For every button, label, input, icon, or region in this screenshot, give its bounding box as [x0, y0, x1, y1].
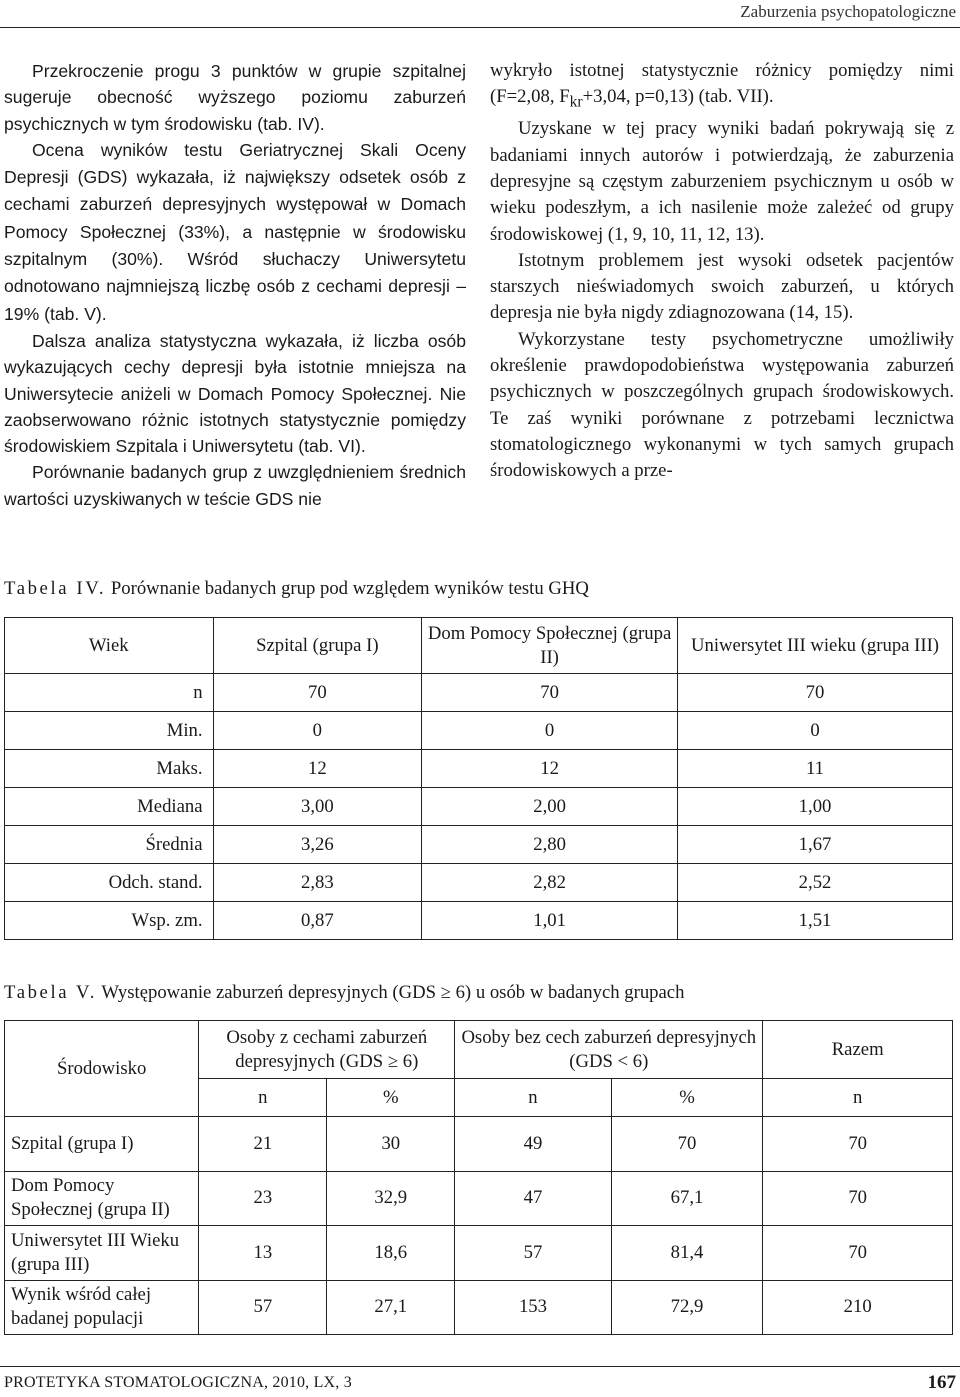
row-label: Odch. stand. — [5, 864, 214, 902]
caption-text: Występowanie zaburzeń depresyjnych (GDS ≥ 6) u osób w badanych grupach — [101, 982, 685, 1003]
text-span: +3,04, p=0,13) (tab. VII). — [582, 86, 774, 108]
table-row — [5, 674, 953, 712]
paragraph: Przekroczenie progu 3 punktów w grupie szpitalnej sugeruje obecność wyższego poziomu zaburzeń psychicznych w tym środowisku (tab. IV). — [4, 61, 466, 134]
table-cell: 0 — [422, 712, 678, 750]
paragraph: Uzyskane w tej pracy wyniki badań pokrywają się z badaniami innych autorów i potwierdzają, że zaburzenia depresyjne są częstym zaburzeniem psychicznym u osób w wieku podeszłym, a ich nasilenie może zależeć od grupy środowiskowej (1, 9, 10, 11, 12, 13). — [490, 118, 954, 245]
column-header: Środowisko — [5, 1021, 199, 1117]
column-header: Wiek — [5, 618, 214, 674]
row-label: Mediana — [5, 788, 214, 826]
table-cell: 0 — [678, 712, 953, 750]
table-cell: 1,00 — [678, 788, 953, 826]
table4 — [4, 617, 953, 940]
caption-label: Tabela V. — [4, 982, 98, 1003]
table-cell: 70 — [763, 1117, 953, 1172]
table-cell: 32,9 — [327, 1171, 455, 1226]
table-cell: 153 — [455, 1280, 611, 1335]
table-row — [5, 788, 953, 826]
running-header — [0, 0, 960, 28]
table-cell: 0,87 — [213, 902, 422, 940]
paragraph: Wykorzystane testy psychometryczne umożliwiły określenie prawdopodobieństwa występowania zaburzeń psychicznych w poszczególnych grupach środowiskowych. Te zaś wyniki porównane z potrzebami lecznictwa stomatologicznego wykonanymi w tych samych grupach środowiskowych a prze- — [490, 328, 954, 482]
column-header: Uniwersytet III wieku (grupa III) — [678, 618, 953, 674]
row-label: n — [5, 674, 214, 712]
table-cell: 70 — [422, 674, 678, 712]
table-row — [5, 826, 953, 864]
table-row — [5, 902, 953, 940]
table-row — [5, 1171, 953, 1226]
row-label: Maks. — [5, 750, 214, 788]
journal-name: PROTETYKA STOMATOLOGICZNA, 2010, LX, 3 — [4, 1374, 352, 1391]
table-cell: 18,6 — [327, 1226, 455, 1281]
column-subheader: n — [763, 1079, 953, 1117]
table-cell: 27,1 — [327, 1280, 455, 1335]
right-column — [490, 58, 954, 484]
page-footer — [0, 1366, 960, 1397]
page-number: 167 — [927, 1372, 956, 1393]
table-row — [5, 750, 953, 788]
column-subheader: % — [327, 1079, 455, 1117]
row-label: Średnia — [5, 826, 214, 864]
column-subheader: % — [611, 1079, 763, 1117]
text-span: wykryło istotnej statystycznie różnicy pomiędzy nimi (F=2,08, F — [490, 60, 954, 108]
table-cell: 2,83 — [213, 864, 422, 902]
table-cell: 210 — [763, 1280, 953, 1335]
table-cell: 57 — [199, 1280, 327, 1335]
table-row — [5, 1226, 953, 1281]
table-cell: 12 — [213, 750, 422, 788]
table-cell: 2,82 — [422, 864, 678, 902]
table-cell: 21 — [199, 1117, 327, 1172]
table-cell: 49 — [455, 1117, 611, 1172]
row-label: Wynik wśród całej badanej populacji — [5, 1280, 199, 1335]
table-row — [5, 1280, 953, 1335]
table-cell: 72,9 — [611, 1280, 763, 1335]
left-column — [4, 58, 466, 512]
table-row — [5, 1117, 953, 1172]
table-cell: 2,52 — [678, 864, 953, 902]
table-row — [5, 712, 953, 750]
column-header: Szpital (grupa I) — [213, 618, 422, 674]
paragraph: Porównanie badanych grup z uwzględnieniem średnich wartości uzyskiwanych w teście GDS nie — [4, 462, 466, 509]
paragraph — [4, 137, 466, 328]
table-cell: 12 — [422, 750, 678, 788]
paragraph: Istotnym problemem jest wysoki odsetek pacjentów starszych nieświadomych swoich zaburzeń, u których depresja nie była nigdy zdiagnozowana (14, 15). — [490, 249, 954, 324]
table5 — [4, 1020, 953, 1335]
table-cell: 81,4 — [611, 1226, 763, 1281]
table-cell: 70 — [763, 1171, 953, 1226]
table4-caption — [4, 578, 589, 600]
table-cell: 0 — [213, 712, 422, 750]
table-cell: 70 — [213, 674, 422, 712]
table-header-row — [5, 1021, 953, 1079]
table-cell: 13 — [199, 1226, 327, 1281]
table-row — [5, 864, 953, 902]
table-cell: 2,00 — [422, 788, 678, 826]
table-header-row — [5, 618, 953, 674]
table-cell: 1,67 — [678, 826, 953, 864]
row-label: Wsp. zm. — [5, 902, 214, 940]
running-title: Zaburzenia psychopatologiczne — [740, 2, 956, 21]
table-cell: 70 — [763, 1226, 953, 1281]
table-cell: 47 — [455, 1171, 611, 1226]
column-subheader: n — [199, 1079, 327, 1117]
row-label: Szpital (grupa I) — [5, 1117, 199, 1172]
table-cell: 1,51 — [678, 902, 953, 940]
table-cell: 30 — [327, 1117, 455, 1172]
paragraph — [490, 58, 954, 116]
table-cell: 70 — [678, 674, 953, 712]
table5-caption — [4, 982, 684, 1004]
row-label: Dom Pomocy Społecznej (grupa II) — [5, 1171, 199, 1226]
table-cell: 1,01 — [422, 902, 678, 940]
row-label: Min. — [5, 712, 214, 750]
table-cell: 23 — [199, 1171, 327, 1226]
column-subheader: n — [455, 1079, 611, 1117]
table-cell: 3,26 — [213, 826, 422, 864]
column-header: Razem — [763, 1021, 953, 1079]
row-label: Uniwersytet III Wieku (grupa III) — [5, 1226, 199, 1281]
column-header: Osoby z cechami zaburzeń depresyjnych (GDS ≥ 6) — [199, 1021, 455, 1079]
table-cell: 70 — [611, 1117, 763, 1172]
table-cell: 2,80 — [422, 826, 678, 864]
table-cell: 3,00 — [213, 788, 422, 826]
table-cell: 11 — [678, 750, 953, 788]
text-span: Ocena wyników testu Geriatrycznej Skali Oceny Depresji (GDS) wykazała, iż największy odsetek osób z cechami zaburzeń depresyjnych występował w Domach Pomocy Społecznej (33%), a następnie w środowisku szpitalnym (30%). — [4, 139, 466, 270]
text-span: Wśród słuchaczy Uniwersytetu odnotowano najmniejszą liczbę osób z cechami depresji – 19% (tab. V). — [4, 249, 467, 324]
table-cell: 67,1 — [611, 1171, 763, 1226]
subscript: kr — [569, 94, 583, 112]
column-header: Osoby bez cech zaburzeń depresyjnych (GDS < 6) — [455, 1021, 763, 1079]
paragraph: Dalsza analiza statystyczna wykazała, iż liczba osób wykazujących cechy depresji była istotnie mniejsza na Uniwersytecie aniżeli w Domach Pomocy Społecznej. Nie zaobserwowano różnic istotnych statystycznie pomiędzy środowiskiem Szpitala i Uniwersytetu (tab. VI). — [4, 330, 466, 457]
column-header: Dom Pomocy Społecznej (grupa II) — [422, 618, 678, 674]
table-cell: 57 — [455, 1226, 611, 1281]
caption-label: Tabela IV. — [4, 578, 107, 599]
caption-text: Porównanie badanych grup pod względem wyników testu GHQ — [110, 578, 589, 599]
